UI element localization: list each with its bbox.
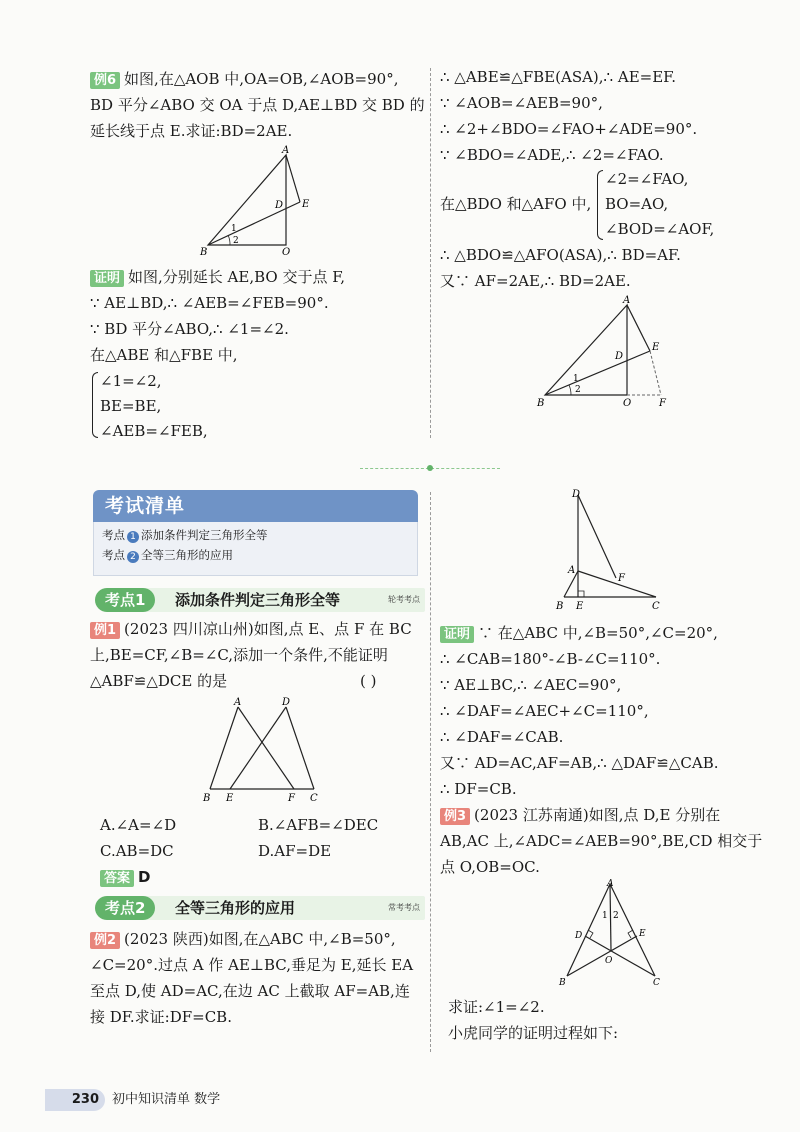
svg-text:F: F bbox=[659, 398, 666, 409]
example6-line3: 延长线于点 E.求证:BD=2AE. bbox=[90, 122, 293, 140]
example6-proof-line5: ∠1=∠2, bbox=[100, 372, 162, 390]
svg-text:1: 1 bbox=[573, 374, 579, 384]
example6-proof-line2: ∵ AE⊥BD,∴ ∠AEB=∠FEB=90°. bbox=[90, 294, 329, 312]
svg-text:B: B bbox=[556, 601, 564, 612]
example2-proof-line2: ∴ ∠CAB=180°-∠B-∠C=110°. bbox=[440, 650, 661, 668]
example6-proof-line7: ∠AEB=∠FEB, bbox=[100, 422, 208, 440]
figure-example6-small bbox=[198, 145, 328, 260]
svg-text:D: D bbox=[275, 200, 284, 211]
example2-tag: 例2 bbox=[90, 932, 120, 949]
example2-line3: 至点 D,使 AD=AC,在边 AC 上截取 AF=AB,连 bbox=[90, 982, 410, 1000]
kaodian1-title: 添加条件判定三角形全等 bbox=[175, 591, 341, 609]
svg-text:A: A bbox=[623, 295, 631, 306]
example3-line2: AB,AC 上,∠ADC=∠AEB=90°,BE,CD 相交于 bbox=[440, 832, 763, 850]
svg-text:E: E bbox=[226, 793, 234, 804]
example1-answer-paren: ( ) bbox=[360, 672, 377, 690]
svg-text:A: A bbox=[282, 145, 290, 156]
example2-proof-line1: 证明 ∵ 在△ABC 中,∠B=50°,∠C=20°, bbox=[440, 622, 718, 644]
example1-option-b[interactable]: B.∠AFB=∠DEC bbox=[258, 816, 379, 834]
example2-proof-line4: ∴ ∠DAF=∠AEC+∠C=110°, bbox=[440, 702, 649, 720]
banner-body bbox=[93, 522, 418, 576]
example2-proof-line6: 又∵ AD=AC,AF=AB,∴ △DAF≌△CAB. bbox=[440, 754, 719, 772]
svg-text:B: B bbox=[200, 247, 208, 258]
page-number: 230 bbox=[45, 1089, 105, 1111]
svg-text:C: C bbox=[653, 978, 660, 988]
kaodian1-note: 轮考考点 bbox=[388, 595, 420, 604]
banner-item-2[interactable]: 考点 2 全等三角形的应用 bbox=[102, 548, 233, 562]
svg-text:1: 1 bbox=[231, 224, 237, 234]
svg-text:O: O bbox=[605, 956, 613, 966]
separator-dot bbox=[427, 465, 433, 471]
svg-text:2: 2 bbox=[575, 385, 581, 395]
svg-text:F: F bbox=[618, 573, 625, 584]
svg-text:A: A bbox=[568, 565, 576, 576]
example6-right-line7: 又∵ AF=2AE,∴ BD=2AE. bbox=[440, 272, 631, 290]
brace-left bbox=[92, 372, 98, 438]
example2-proof-line7: ∴ DF=CB. bbox=[440, 780, 517, 798]
svg-text:E: E bbox=[652, 342, 660, 353]
svg-text:2: 2 bbox=[233, 236, 239, 246]
svg-text:C: C bbox=[652, 601, 660, 612]
svg-text:D: D bbox=[575, 931, 583, 941]
svg-text:E: E bbox=[576, 601, 584, 612]
svg-text:B: B bbox=[537, 398, 545, 409]
example3-line1: 例3 (2023 江苏南通)如图,点 D,E 分别在 bbox=[440, 804, 720, 826]
example2-proof-tag: 证明 bbox=[440, 626, 474, 643]
example6-right-line4: ∵ ∠BDO=∠ADE,∴ ∠2=∠FAO. bbox=[440, 146, 664, 164]
svg-text:O: O bbox=[282, 247, 291, 258]
brace-right bbox=[597, 170, 603, 240]
svg-text:D: D bbox=[615, 351, 624, 362]
example6-proof-line3: ∵ BD 平分∠ABO,∴ ∠1=∠2. bbox=[90, 320, 289, 338]
exam-checklist-banner bbox=[93, 490, 418, 574]
figure-example3 bbox=[555, 878, 670, 993]
book-title: 初中知识清单 数学 bbox=[112, 1092, 221, 1107]
example1-option-a[interactable]: A.∠A=∠D bbox=[100, 816, 177, 834]
svg-text:E: E bbox=[302, 199, 310, 210]
svg-text:2: 2 bbox=[613, 911, 619, 921]
example3-tag: 例3 bbox=[440, 808, 470, 825]
example1-tag: 例1 bbox=[90, 622, 120, 639]
example3-line3: 点 O,OB=OC. bbox=[440, 858, 540, 876]
svg-text:O: O bbox=[623, 398, 632, 409]
example1-option-c[interactable]: C.AB=DC bbox=[100, 842, 174, 860]
svg-text:1: 1 bbox=[602, 911, 608, 921]
example2-line4: 接 DF.求证:DF=CB. bbox=[90, 1008, 232, 1026]
example1-line2: 上,BE=CF,∠B=∠C,添加一个条件,不能证明 bbox=[90, 646, 388, 664]
svg-text:F: F bbox=[288, 793, 295, 804]
banner-title: 考试清单 bbox=[93, 490, 418, 522]
example1-answer: 答案 D bbox=[100, 866, 150, 888]
example2-line2: ∠C=20°.过点 A 作 AE⊥BC,垂足为 E,延长 EA bbox=[90, 956, 414, 974]
column-divider-bottom bbox=[430, 492, 431, 1052]
column-divider-top bbox=[430, 68, 431, 438]
kaodian2-title: 全等三角形的应用 bbox=[175, 899, 296, 917]
example6-tag: 例6 bbox=[90, 72, 120, 89]
example2-proof-line3: ∵ AE⊥BC,∴ ∠AEC=90°, bbox=[440, 676, 622, 694]
example1-option-d[interactable]: D.AF=DE bbox=[258, 842, 332, 860]
figure-example6-large bbox=[535, 293, 680, 413]
svg-text:B: B bbox=[203, 793, 211, 804]
svg-text:A: A bbox=[607, 879, 614, 889]
example6-right-line6: ∴ △BDO≌△AFO(ASA),∴ BD=AF. bbox=[440, 246, 681, 264]
svg-text:A: A bbox=[234, 697, 242, 708]
example6-right-line5b: BO=AO, bbox=[605, 195, 669, 213]
kaodian1-tag: 考点1 bbox=[95, 588, 155, 612]
banner-item-1[interactable]: 考点 1 添加条件判定三角形全等 bbox=[102, 528, 268, 542]
example6-proof-line6: BE=BE, bbox=[100, 397, 162, 415]
example3-line5: 小虎同学的证明过程如下: bbox=[448, 1024, 619, 1042]
example6-proof-tag: 证明 bbox=[90, 270, 124, 287]
example6-line2: BD 平分∠ABO 交 OA 于点 D,AE⊥BD 交 BD 的 bbox=[90, 96, 425, 114]
example6-right-line3: ∴ ∠2+∠BDO=∠FAO+∠ADE=90°. bbox=[440, 120, 698, 138]
figure-example2 bbox=[548, 487, 673, 612]
example6-right-line1: ∴ △ABE≌△FBE(ASA),∴ AE=EF. bbox=[440, 68, 677, 86]
figure-example1 bbox=[198, 695, 328, 807]
example6-right-line2: ∵ ∠AOB=∠AEB=90°, bbox=[440, 94, 603, 112]
example1-line3: △ABF≌△DCE 的是 bbox=[90, 672, 228, 690]
example6-proof-line4: 在△ABE 和△FBE 中, bbox=[90, 346, 238, 364]
example6-right-line5a: ∠2=∠FAO, bbox=[605, 170, 689, 188]
svg-text:E: E bbox=[639, 929, 646, 939]
kaodian2-note: 常考考点 bbox=[388, 903, 420, 912]
svg-text:D: D bbox=[282, 697, 291, 708]
example2-line1: 例2 (2023 陕西)如图,在△ABC 中,∠B=50°, bbox=[90, 928, 396, 950]
example3-line4: 求证:∠1=∠2. bbox=[448, 998, 545, 1016]
example6-proof-line1: 证明 如图,分别延长 AE,BO 交于点 F, bbox=[90, 266, 345, 288]
example6-right-line5c: ∠BOD=∠AOF, bbox=[605, 220, 715, 238]
example6-right-line5: 在△BDO 和△AFO 中, bbox=[440, 195, 592, 213]
example2-proof-line5: ∴ ∠DAF=∠CAB. bbox=[440, 728, 564, 746]
example1-answer-tag: 答案 bbox=[100, 870, 134, 887]
kaodian2-tag: 考点2 bbox=[95, 896, 155, 920]
svg-text:B: B bbox=[559, 978, 566, 988]
example1-line1: 例1 (2023 四川凉山州)如图,点 E、点 F 在 BC bbox=[90, 618, 412, 640]
svg-text:C: C bbox=[310, 793, 318, 804]
svg-text:D: D bbox=[572, 489, 581, 500]
example6-line1: 例6 如图,在△AOB 中,OA=OB,∠AOB=90°, bbox=[90, 68, 398, 90]
